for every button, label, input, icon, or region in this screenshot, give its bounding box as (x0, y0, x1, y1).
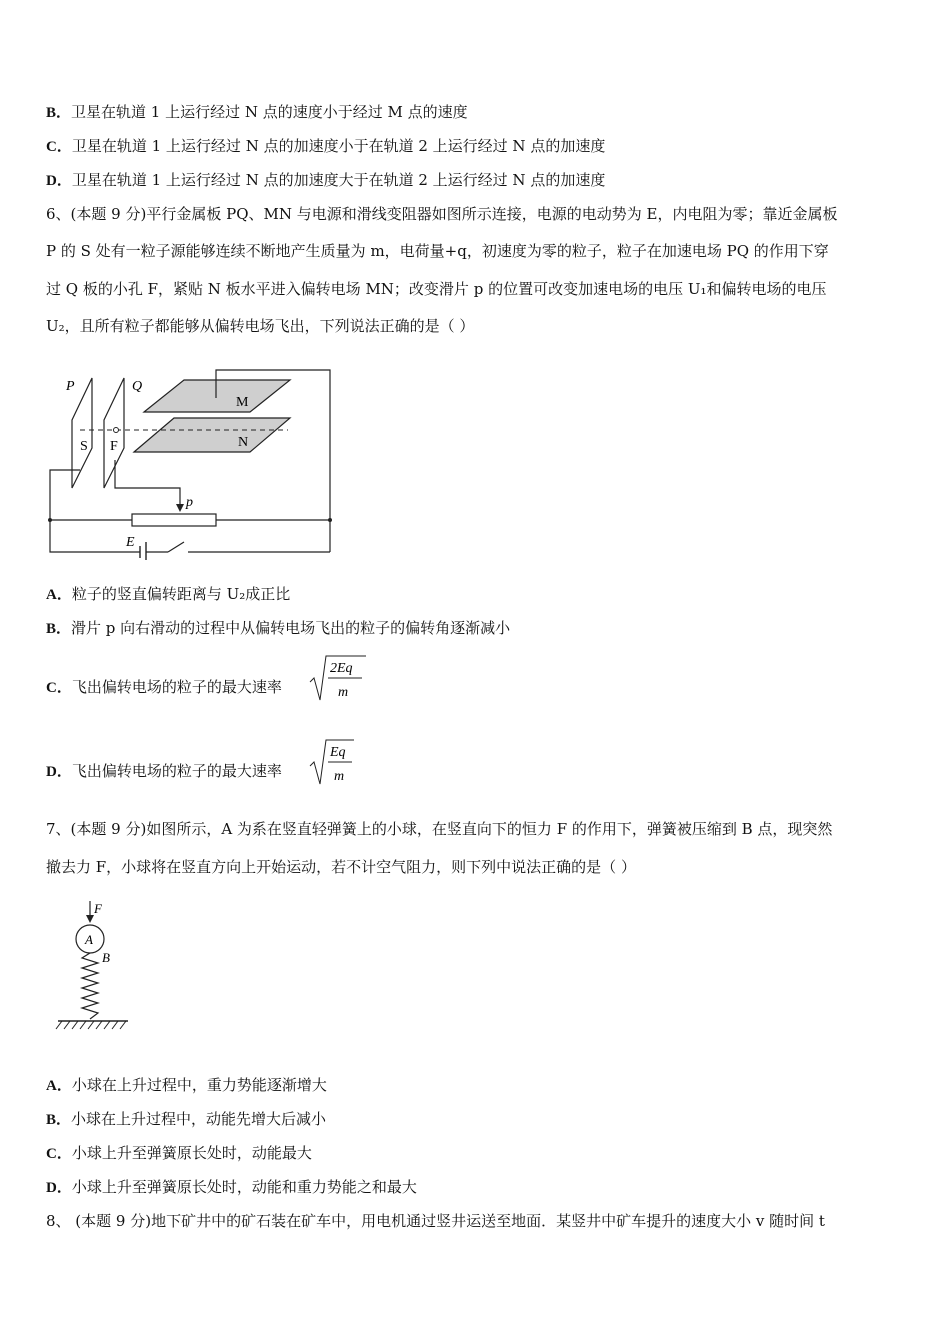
q7-spring-figure (50, 895, 140, 1030)
q7-stem-line-2: 撤去力 F，小球将在竖直方向上开始运动，若不计空气阻力，则下列中说法正确的是（ ） (46, 858, 636, 876)
label-a-ball: A (85, 932, 93, 947)
q5-option-c: C．卫星在轨道 1 上运行经过 N 点的加速度小于在轨道 2 上运行经过 N 点的加速度 (46, 137, 606, 155)
q6-stem-line-3: 过 Q 板的小孔 F，紧贴 N 板水平进入偏转电场 MN；改变滑片 p 的位置可改变加速电场的电压 U₁和偏转电场的电压 (46, 280, 827, 298)
q6-option-c: C．飞出偏转电场的粒子的最大速率 (46, 678, 282, 696)
q6-option-c-formula (308, 652, 368, 704)
q6-option-d: D．飞出偏转电场的粒子的最大速率 (46, 762, 282, 780)
q7-option-a: A．小球在上升过程中，重力势能逐渐增大 (46, 1076, 327, 1094)
label-f-force: F (94, 901, 102, 916)
label-slider-p: p (186, 495, 193, 510)
label-q-plate: Q (132, 379, 143, 394)
label-p-plate: P (66, 379, 75, 394)
q6-stem-line-2: P 的 S 处有一粒子源能够连续不断地产生质量为 m，电荷量+q，初速度为零的粒子，粒子在加速电场 PQ 的作用下穿 (46, 242, 829, 260)
q7-option-c: C．小球上升至弹簧原长处时，动能最大 (46, 1144, 312, 1162)
label-f: F (110, 439, 118, 454)
q5-option-d: D．卫星在轨道 1 上运行经过 N 点的加速度大于在轨道 2 上运行经过 N 点的加速度 (46, 171, 606, 189)
plate-q (104, 378, 124, 488)
label-b-point: B (102, 950, 110, 965)
q7-option-b: B．小球在上升过程中，动能先增大后减小 (46, 1110, 327, 1128)
q6-option-a: A．粒子的竖直偏转距离与 U₂成正比 (46, 585, 291, 603)
spring (82, 953, 98, 1019)
svg-text:Eq: Eq (330, 745, 346, 760)
q7-option-d: D．小球上升至弹簧原长处时，动能和重力势能之和最大 (46, 1178, 417, 1196)
svg-text:2Eq: 2Eq (330, 661, 353, 676)
label-n: N (238, 435, 249, 450)
q6-stem-line-4: U₂，且所有粒子都能够从偏转电场飞出，下列说法正确的是（ ） (46, 317, 475, 335)
label-s: S (80, 439, 88, 454)
svg-text:m: m (338, 685, 349, 700)
q6-option-b: B．滑片 p 向右滑动的过程中从偏转电场飞出的粒子的偏转角逐渐减小 (46, 619, 511, 637)
q8-stem-line-1: 8、 (本题 9 分)地下矿井中的矿石装在矿车中，用电机通过竖井运送至地面．某竖井中矿车提升的速度大小 v 随时间 t (46, 1212, 825, 1230)
label-m: M (236, 395, 249, 410)
q6-circuit-figure (40, 360, 340, 560)
q7-stem-line-1: 7、(本题 9 分)如图所示，A 为系在竖直轻弹簧上的小球，在竖直向下的恒力 F 的作用下，弹簧被压缩到 B 点，现突然 (46, 820, 833, 838)
plate-n (134, 418, 290, 452)
q5-option-b: B．卫星在轨道 1 上运行经过 N 点的速度小于经过 M 点的速度 (46, 103, 468, 121)
svg-text:m: m (334, 769, 345, 784)
label-e: E (126, 535, 135, 550)
plate-m (144, 380, 290, 412)
plate-p (72, 378, 92, 488)
q6-stem-line-1: 6、(本题 9 分)平行金属板 PQ、MN 与电源和滑线变阻器如图所示连接，电源的电动势为 E，内电阻为零；靠近金属板 (46, 205, 838, 223)
rheostat (132, 514, 216, 526)
q6-option-d-formula (308, 736, 358, 788)
